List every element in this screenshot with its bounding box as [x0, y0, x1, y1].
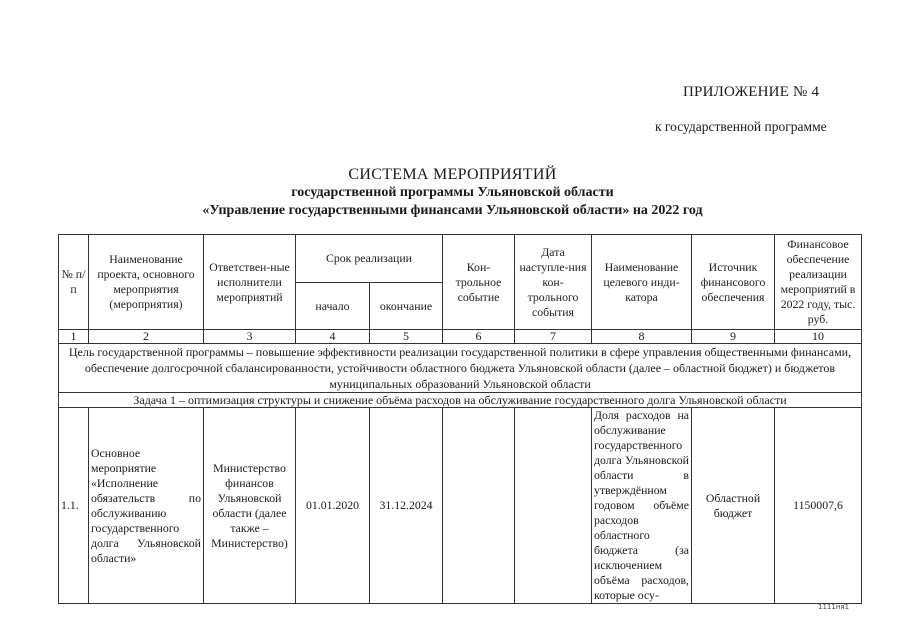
column-number: 7	[515, 330, 592, 344]
header-amount: Финансовое обеспечение реализации мероприятий в 2022 году, тыс. руб.	[775, 235, 862, 330]
row-control-date	[515, 408, 592, 604]
column-numbers-row	[59, 330, 862, 344]
column-number: 1	[59, 330, 89, 344]
column-number: 9	[692, 330, 775, 344]
column-number: 4	[296, 330, 370, 344]
row-start-date: 01.01.2020	[296, 408, 370, 604]
column-number: 8	[592, 330, 692, 344]
header-control-event: Кон-трольное событие	[443, 235, 515, 330]
column-number: 10	[775, 330, 862, 344]
document-subtitle-line2: «Управление государственными финансами Ульяновской области» на 2022 год	[202, 203, 703, 218]
header-responsible: Ответствен-ные исполнители мероприятий	[204, 235, 296, 330]
row-source: Областной бюджет	[692, 408, 775, 604]
row-measure-name: Основное мероприятие «Исполнение обязательств по обслуживанию государственного долга Ульяновской области»	[89, 408, 204, 604]
measures-table	[58, 234, 862, 604]
row-end-date: 31.12.2024	[370, 408, 443, 604]
header-indicator: Наименование целевого инди-катора	[592, 235, 692, 330]
program-goal: Цель государственной программы – повышение эффективности реализации государственной политики в сфере управления общественными финансами, обеспечение долгосрочной сбалансированности, устойчивости областного бюджета Ульяновской области (далее – областной бюджет) и бюджетов муниципальных образований Ульяновской области	[59, 344, 862, 393]
header-start: начало	[296, 283, 370, 330]
page-footer-code: 1111ня1	[818, 603, 850, 611]
column-number: 5	[370, 330, 443, 344]
row-indicator: Доля расходов на обслуживание государственного долга Ульяновской области в утверждённом годовом объёме расходов областного бюджета (за исключением объёма расходов, которые осу-	[592, 408, 692, 604]
table-row	[59, 408, 862, 604]
appendix-label: ПРИЛОЖЕНИЕ № 4	[683, 84, 820, 100]
header-period: Срок реализации	[296, 235, 443, 283]
row-number: 1.1.	[59, 408, 89, 604]
row-control-event	[443, 408, 515, 604]
column-number: 3	[204, 330, 296, 344]
document-title: СИСТЕМА МЕРОПРИЯТИЙ	[348, 166, 557, 183]
header-end: окончание	[370, 283, 443, 330]
header-number: № п/п	[59, 235, 89, 330]
document-subtitle-line1: государственной программы Ульяновской области	[291, 185, 614, 200]
header-control-date: Дата наступле-ния кон-трольного события	[515, 235, 592, 330]
row-amount: 1150007,6	[775, 408, 862, 604]
row-responsible: Министерство финансов Ульяновской области (далее также – Министерство)	[204, 408, 296, 604]
appendix-program-label: к государственной программе	[655, 119, 827, 134]
task-1: Задача 1 – оптимизация структуры и снижение объёма расходов на обслуживание государственного долга Ульяновской области	[59, 393, 862, 408]
header-source: Источник финансового обеспечения	[692, 235, 775, 330]
column-number: 2	[89, 330, 204, 344]
column-number: 6	[443, 330, 515, 344]
header-name: Наименование проекта, основного мероприятия (мероприятия)	[89, 235, 204, 330]
